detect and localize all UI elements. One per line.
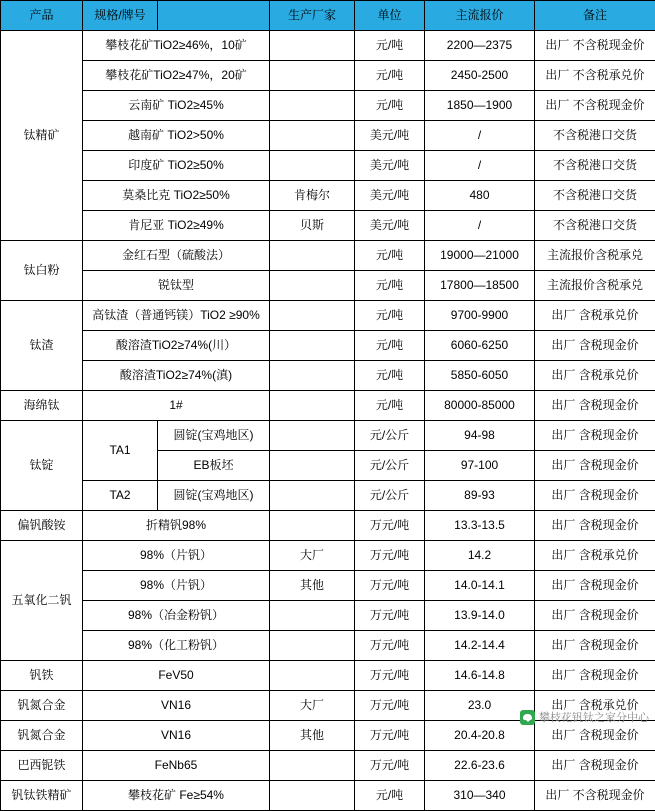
wechat-logo-icon [520,710,535,725]
table-row [1,211,655,241]
cell-spec: 高钛渣（普通钙镁）TiO2 ≥90% [83,301,270,331]
table-row [1,361,655,391]
cell-unit: 元/吨 [355,781,425,811]
cell-unit: 元/吨 [355,331,425,361]
cell-spec-detail: EB板坯 [158,451,270,481]
cell-note: 主流报价含税承兑 [535,271,655,301]
cell-maker: 大厂 [270,691,355,721]
cell-spec-detail: 圆锭(宝鸡地区) [158,421,270,451]
cell-maker [270,631,355,661]
cell-spec-detail: 圆锭(宝鸡地区) [158,481,270,511]
table-row [1,61,655,91]
table-row [1,241,655,271]
cell-unit: 美元/吨 [355,211,425,241]
table-row [1,481,655,511]
cell-unit: 元/吨 [355,31,425,61]
table-row [1,781,655,811]
cell-spec: 攀枝花矿TiO2≥47%，20矿 [83,61,270,91]
cell-maker: 贝斯 [270,211,355,241]
cell-spec: 98%（片钒） [83,571,270,601]
cell-price: 89-93 [425,481,535,511]
cell-spec: 攀枝花矿TiO2≥46%，10矿 [83,31,270,61]
cell-maker [270,451,355,481]
cell-unit: 元/吨 [355,241,425,271]
cell-spec: 攀枝花矿 Fe≥54% [83,781,270,811]
cell-price: 94-98 [425,421,535,451]
cell-price: 2200—2375 [425,31,535,61]
cell-price: 13.9-14.0 [425,601,535,631]
cell-note: 出厂 不含税承兑价 [535,61,655,91]
cell-product: 五氧化二钒 [1,541,83,661]
cell-note: 出厂 含税现金价 [535,451,655,481]
cell-price: 9700-9900 [425,301,535,331]
cell-maker: 其他 [270,721,355,751]
cell-price: / [425,121,535,151]
cell-price: 22.6-23.6 [425,751,535,781]
cell-note: 出厂 含税现金价 [535,481,655,511]
cell-spec: FeNb65 [83,751,270,781]
table-row [1,601,655,631]
cell-product: 巴西铌铁 [1,751,83,781]
header-row [1,1,655,31]
watermark [520,709,649,725]
cell-unit: 万元/吨 [355,751,425,781]
cell-unit: 万元/吨 [355,571,425,601]
cell-price: 14.2-14.4 [425,631,535,661]
cell-price: 480 [425,181,535,211]
cell-product: 钛精矿 [1,31,83,241]
table-row [1,121,655,151]
table-row [1,331,655,361]
cell-note: 出厂 含税承兑价 [535,541,655,571]
cell-spec: 1# [83,391,270,421]
cell-price: 2450-2500 [425,61,535,91]
cell-note: 不含税港口交货 [535,151,655,181]
table-row [1,181,655,211]
cell-note: 主流报价含税承兑 [535,241,655,271]
cell-maker [270,481,355,511]
cell-unit: 万元/吨 [355,631,425,661]
cell-product: 钛渣 [1,301,83,391]
cell-unit: 万元/吨 [355,541,425,571]
cell-maker: 肯梅尔 [270,181,355,211]
cell-note: 出厂 含税承兑价 [535,301,655,331]
cell-spec: VN16 [83,721,270,751]
cell-product: 钒氮合金 [1,691,83,721]
cell-price: 6060-6250 [425,331,535,361]
table-row [1,271,655,301]
cell-maker [270,91,355,121]
cell-maker [270,661,355,691]
cell-price: / [425,211,535,241]
table-row [1,301,655,331]
cell-note: 出厂 不含税现金价 [535,31,655,61]
cell-unit: 元/吨 [355,361,425,391]
cell-product: 钛锭 [1,421,83,511]
cell-unit: 万元/吨 [355,691,425,721]
table-row [1,541,655,571]
cell-maker [270,361,355,391]
cell-spec: 云南矿 TiO2≥45% [83,91,270,121]
cell-note: 出厂 含税现金价 [535,571,655,601]
cell-note: 不含税港口交货 [535,121,655,151]
cell-maker [270,601,355,631]
header-maker: 生产厂家 [270,1,355,31]
table-row [1,391,655,421]
cell-price: 23.0 [425,691,535,721]
cell-note: 出厂 含税现金价 [535,421,655,451]
header-note: 备注 [535,1,655,31]
cell-spec: 98%（冶金粉钒） [83,601,270,631]
cell-spec: 折精钒98% [83,511,270,541]
cell-unit: 美元/吨 [355,121,425,151]
cell-maker [270,751,355,781]
cell-unit: 美元/吨 [355,181,425,211]
cell-price: 310—340 [425,781,535,811]
cell-note: 出厂 含税现金价 [535,721,655,751]
cell-unit: 万元/吨 [355,511,425,541]
cell-product: 钒铁 [1,661,83,691]
cell-maker [270,301,355,331]
header-price: 主流报价 [425,1,535,31]
cell-note: 不含税港口交货 [535,181,655,211]
cell-spec: 金红石型（硫酸法） [83,241,270,271]
cell-price: 1850—1900 [425,91,535,121]
cell-note: 出厂 含税现金价 [535,601,655,631]
cell-note: 出厂 含税承兑价 [535,361,655,391]
table-body [1,31,655,811]
cell-spec: TA2 [83,481,158,511]
header-product: 产品 [1,1,83,31]
cell-maker: 大厂 [270,541,355,571]
cell-maker [270,241,355,271]
table-row [1,511,655,541]
header-spec-a: 规格/牌号 [83,1,158,31]
cell-maker [270,421,355,451]
cell-price: 97-100 [425,451,535,481]
cell-unit: 万元/吨 [355,721,425,751]
header-spec-b [158,1,270,31]
table-row [1,721,655,751]
cell-maker [270,271,355,301]
cell-maker [270,391,355,421]
table-header [1,1,655,31]
table-row [1,751,655,781]
cell-spec: 莫桑比克 TiO2≥50% [83,181,270,211]
cell-maker [270,151,355,181]
cell-spec: 印度矿 TiO2≥50% [83,151,270,181]
cell-unit: 元/吨 [355,391,425,421]
table-row [1,571,655,601]
cell-maker: 其他 [270,571,355,601]
cell-unit: 元/公斤 [355,451,425,481]
cell-maker [270,331,355,361]
cell-note: 出厂 含税现金价 [535,631,655,661]
cell-note: 出厂 含税现金价 [535,511,655,541]
cell-unit: 美元/吨 [355,151,425,181]
cell-price: 19000—21000 [425,241,535,271]
cell-note: 不含税港口交货 [535,211,655,241]
watermark-text: 攀枝花钒钛之家分中心 [539,709,649,725]
cell-product: 钒氮合金 [1,721,83,751]
cell-spec: 越南矿 TiO2>50% [83,121,270,151]
cell-note: 出厂 含税现金价 [535,751,655,781]
cell-unit: 万元/吨 [355,601,425,631]
cell-maker [270,31,355,61]
cell-price: 5850-6050 [425,361,535,391]
cell-unit: 元/吨 [355,301,425,331]
cell-price: / [425,151,535,181]
cell-price: 14.6-14.8 [425,661,535,691]
cell-note: 出厂 含税承兑价 [535,691,655,721]
cell-unit: 万元/吨 [355,661,425,691]
cell-price: 80000-85000 [425,391,535,421]
table-row [1,661,655,691]
table-row [1,631,655,661]
cell-price: 14.0-14.1 [425,571,535,601]
table-row [1,151,655,181]
cell-product: 偏钒酸铵 [1,511,83,541]
cell-spec: 98%（片钒） [83,541,270,571]
cell-product: 钒钛铁精矿 [1,781,83,811]
cell-product: 海绵钛 [1,391,83,421]
cell-unit: 元/吨 [355,61,425,91]
cell-price: 17800—18500 [425,271,535,301]
header-unit: 单位 [355,1,425,31]
cell-unit: 元/公斤 [355,481,425,511]
cell-price: 13.3-13.5 [425,511,535,541]
cell-note: 出厂 不含税现金价 [535,781,655,811]
table-row [1,31,655,61]
cell-maker [270,781,355,811]
cell-spec: 酸溶渣TiO2≥74%(滇) [83,361,270,391]
cell-spec: 酸溶渣TiO2≥74%(川） [83,331,270,361]
cell-spec: 锐钛型 [83,271,270,301]
table-row [1,91,655,121]
cell-unit: 元/吨 [355,271,425,301]
cell-spec: TA1 [83,421,158,481]
cell-maker [270,121,355,151]
cell-note: 出厂 含税现金价 [535,391,655,421]
cell-product: 钛白粉 [1,241,83,301]
cell-unit: 元/公斤 [355,421,425,451]
cell-unit: 元/吨 [355,91,425,121]
cell-note: 出厂 含税现金价 [535,331,655,361]
cell-price: 14.2 [425,541,535,571]
cell-maker [270,61,355,91]
cell-spec: 肯尼亚 TiO2≥49% [83,211,270,241]
cell-note: 出厂 含税现金价 [535,661,655,691]
table-row [1,421,655,451]
cell-note: 出厂 不含税现金价 [535,91,655,121]
cell-spec: FeV50 [83,661,270,691]
cell-spec: 98%（化工粉钒） [83,631,270,661]
cell-maker [270,511,355,541]
cell-spec: VN16 [83,691,270,721]
cell-price: 20.4-20.8 [425,721,535,751]
